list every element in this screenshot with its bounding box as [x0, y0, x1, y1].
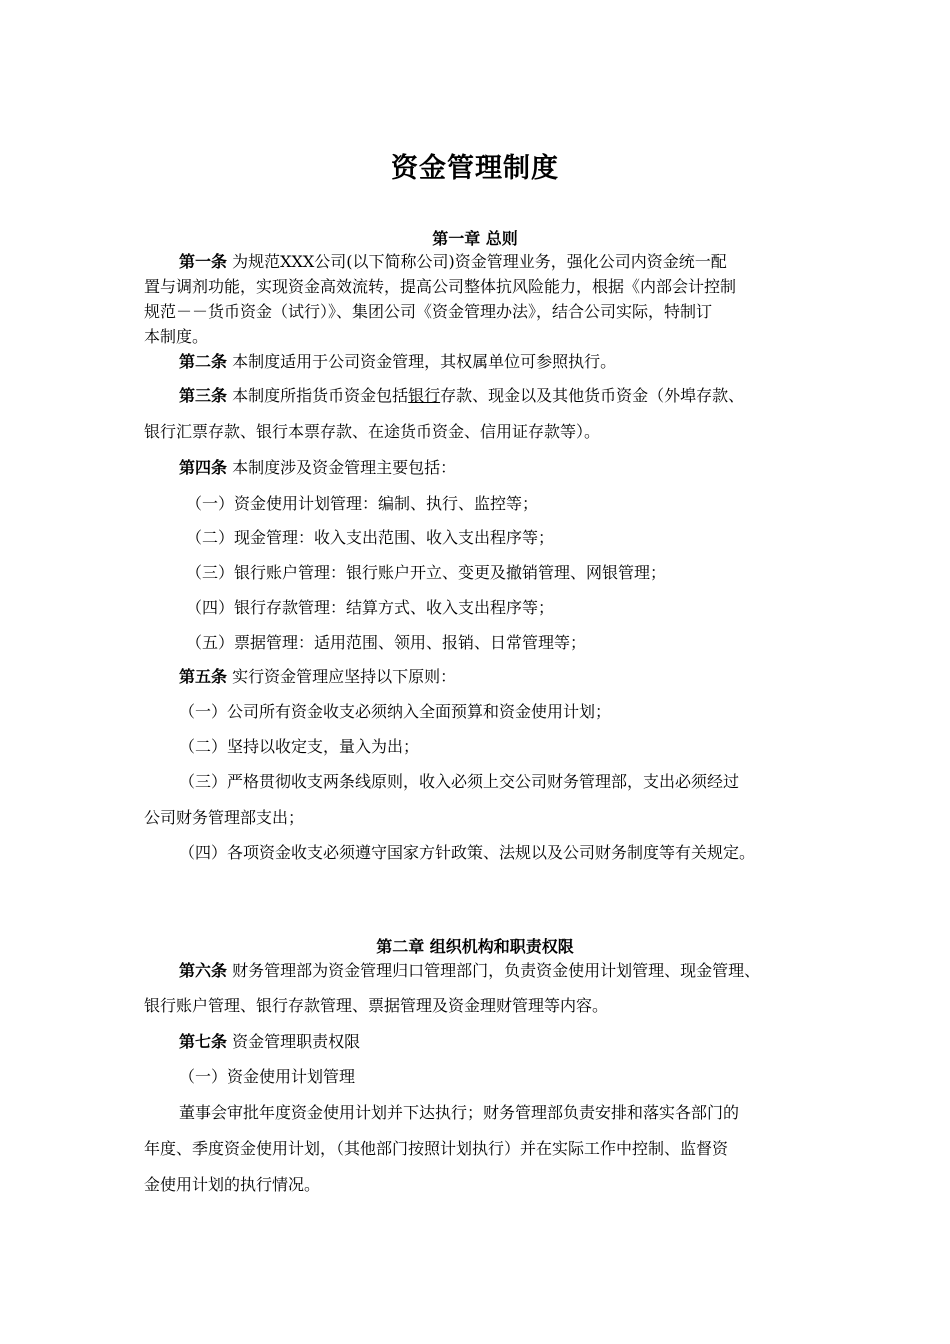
article-1-line-1 [179, 252, 727, 272]
article-6-label: 第六条 [179, 961, 228, 980]
article-5-principle-4: （四）各项资金收支必须遵守国家方针政策、法规以及公司财务制度等有关规定。 [179, 843, 756, 862]
article-4-item-2: （二）现金管理：收入支出范围、收入支出程序等； [186, 528, 555, 547]
article-1-line-4: 本制度。 [144, 327, 209, 346]
article-1-text: 为规范XXX公司(以下简称公司)资金管理业务，强化公司内资金统一配 [232, 252, 727, 271]
article-7-paragraph-line-2: 年度、季度资金使用计划，（其他部门按照计划执行）并在实际工作中控制、监督资 [144, 1139, 729, 1158]
article-5-principle-1: （一）公司所有资金收支必须纳入全面预算和资金使用计划； [179, 702, 612, 721]
article-3-text-post: 存款、现金以及其他货币资金（外埠存款、 [440, 386, 745, 405]
article-1-line-3: 规范－－货币资金（试行）》、集团公司《资金管理办法》，结合公司实际，特制订 [144, 302, 713, 321]
chapter-1-heading: 第一章 总则 [432, 229, 518, 248]
article-1-label: 第一条 [179, 252, 228, 271]
article-3-label: 第三条 [179, 386, 228, 405]
article-7-label: 第七条 [179, 1032, 228, 1051]
article-4-text: 本制度涉及资金管理主要包括： [232, 458, 457, 477]
article-2-text: 本制度适用于公司资金管理，其权属单位可参照执行。 [232, 352, 617, 371]
article-7-paragraph-line-1: 董事会审批年度资金使用计划并下达执行；财务管理部负责安排和落实各部门的 [179, 1103, 740, 1122]
article-1-line-2: 置与调剂功能，实现资金高效流转，提高公司整体抗风险能力，根据《内部会计控制 [144, 277, 737, 296]
article-4-item-3: （三）银行账户管理：银行账户开立、变更及撤销管理、网银管理； [186, 563, 667, 582]
article-6-line-1 [179, 961, 760, 981]
article-3-text-pre: 本制度所指货币资金包括 [232, 386, 409, 405]
article-7-subsection-1: （一）资金使用计划管理 [179, 1067, 356, 1086]
article-4-item-1: （一）资金使用计划管理：编制、执行、监控等； [186, 494, 539, 513]
chapter-2-heading: 第二章 组织机构和职责权限 [376, 937, 574, 956]
article-3-underlined-word: 银行 [408, 386, 441, 405]
article-3-line-2: 银行汇票存款、银行本票存款、在途货币资金、信用证存款等）。 [144, 422, 601, 441]
article-4-item-5: （五）票据管理：适用范围、领用、报销、日常管理等； [186, 633, 587, 652]
article-7-paragraph-line-3: 金使用计划的执行情况。 [144, 1175, 321, 1194]
article-5-principle-3-line-1: （三）严格贯彻收支两条线原则，收入必须上交公司财务管理部，支出必须经过 [179, 772, 740, 791]
article-4-label: 第四条 [179, 458, 228, 477]
article-7-text: 资金管理职责权限 [232, 1032, 361, 1051]
article-5-text: 实行资金管理应坚持以下原则： [232, 667, 457, 686]
article-7 [179, 1032, 360, 1052]
article-5-principle-3-line-2: 公司财务管理部支出； [144, 808, 305, 827]
article-6-line-2: 银行账户管理、银行存款管理、票据管理及资金理财管理等内容。 [144, 996, 609, 1015]
document-title: 资金管理制度 [391, 153, 559, 184]
article-4-item-4: （四）银行存款管理：结算方式、收入支出程序等； [186, 598, 555, 617]
article-5-label: 第五条 [179, 667, 228, 686]
article-6-text: 财务管理部为资金管理归口管理部门，负责资金使用计划管理、现金管理、 [232, 961, 761, 980]
article-5-principle-2: （二）坚持以收定支，量入为出； [179, 737, 420, 756]
article-2-label: 第二条 [179, 352, 228, 371]
article-2 [179, 352, 616, 372]
article-4 [179, 458, 456, 478]
article-3-line-1 [179, 386, 744, 406]
article-5 [179, 667, 456, 687]
